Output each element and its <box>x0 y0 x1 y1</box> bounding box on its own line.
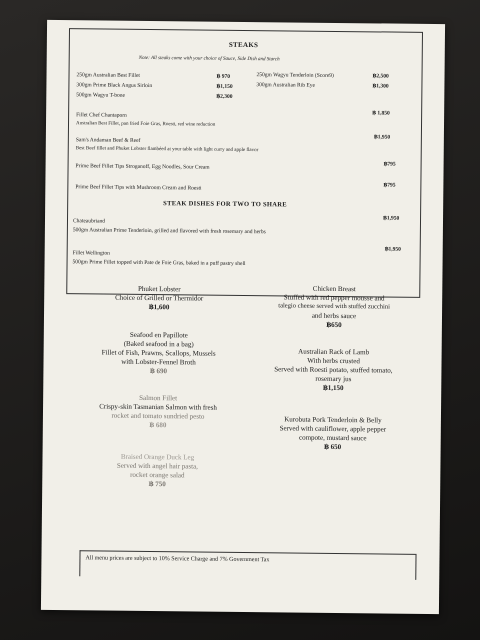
item-price: ฿ 650 <box>324 443 342 452</box>
item-desc: rosemary jus <box>315 375 352 384</box>
item-desc: and herbs sauce <box>311 311 357 320</box>
menu-item-papillote <box>63 330 253 377</box>
steak-price: ฿2,300 <box>216 93 233 100</box>
item-price: ฿ 680 <box>149 421 167 430</box>
menu-item-duck <box>62 452 252 490</box>
share-item-price: ฿1,950 <box>384 246 401 253</box>
share-item-name: Chateaubriand <box>72 218 106 225</box>
special-name: Sam's Andaman Beef & Reef <box>75 137 141 144</box>
item-desc: Served with Roesti potato, stuffed tomato, <box>274 365 393 375</box>
item-desc: compote, mustard sauce <box>298 433 367 443</box>
steak-item: 300gm Australian Rib Eye <box>256 82 315 89</box>
footer-divider <box>80 550 416 555</box>
share-title: STEAK DISHES FOR TWO TO SHARE <box>163 200 287 209</box>
item-subtitle: Choice of Grilled or Thermidor <box>115 293 204 303</box>
share-item-desc: 500gm Prime Fillet topped with Pate de Foie Gras, baked in a puff pastry shell <box>72 259 246 268</box>
special-price: ฿1,950 <box>373 134 391 141</box>
item-desc: With herbs crusted <box>307 356 360 366</box>
item-name: Seafood en Papillote <box>129 330 188 340</box>
special-price: ฿ 1,850 <box>372 110 390 117</box>
special-name: Prime Beef Fillet Tips with Mushroom Cream and Roesti <box>75 184 202 192</box>
item-desc: rocket orange salad <box>130 471 185 480</box>
share-item-desc: 500gm Australian Prime Tenderloin, grilled and flavored with fresh rosemary and herbs <box>72 227 266 236</box>
steak-price: ฿2,500 <box>372 73 389 80</box>
item-name: Chicken Breast <box>312 284 356 294</box>
menu-item-lobster <box>64 284 254 313</box>
menu-item-chicken <box>244 284 424 331</box>
item-desc: Fillet of Fish, Prawns, Scallops, Mussels <box>101 348 216 358</box>
item-desc: talegio cheese served with stuffed zucchini <box>278 302 390 311</box>
steak-item: 500gm Wagyu T-bone <box>76 92 125 99</box>
item-desc: Served with cauliflower, apple pepper <box>279 424 387 434</box>
footer-frame-left <box>79 550 80 576</box>
item-desc: Stuffed with red pepper mousse and <box>283 293 385 303</box>
share-item-price: ฿1,950 <box>383 215 400 222</box>
item-subtitle: (Baked seafood in a bag) <box>123 339 194 349</box>
item-price: ฿650 <box>326 320 342 329</box>
item-desc: Served with angel hair pasta, <box>116 461 199 471</box>
item-desc: with Lobster-Fennel Broth <box>121 358 196 367</box>
item-name: Braised Orange Duck Leg <box>120 452 195 462</box>
footer-note: All menu prices are subject to 10% Service Charge and 7% Government Tax <box>85 555 270 564</box>
share-item-name: Fillet Wellington <box>72 250 110 257</box>
item-name: Salmon Fillet <box>139 393 178 403</box>
menu-item-lamb <box>243 347 423 394</box>
steak-price: ฿1,150 <box>216 83 233 90</box>
menu-item-salmon <box>63 393 253 431</box>
special-price: ฿795 <box>383 161 396 168</box>
special-name: Fillet Chef Chantaporn <box>76 112 127 119</box>
item-price: ฿ 690 <box>149 367 168 376</box>
footer-frame-right <box>415 554 416 580</box>
steak-price: ฿ 970 <box>216 73 230 80</box>
item-name: Phuket Lobster <box>137 284 181 294</box>
special-name: Prime Beef Fillet Tips Stroganoff, Egg Noodles, Sour Cream <box>75 163 210 171</box>
item-price: ฿1,150 <box>322 384 344 393</box>
steak-item: 250gm Wagyu Tenderloin (Score9) <box>256 72 334 79</box>
steak-item: 300gm Prime Black Angus Sirloin <box>76 82 153 90</box>
steak-item: 250gm Australian Best Fillet <box>76 72 140 79</box>
item-name: Kurobuta Pork Tenderloin & Belly <box>284 415 382 425</box>
special-desc: Australian Best Fillet, pan fried Foie Gras, Roesti, red wine reduction <box>75 121 216 128</box>
steak-price: ฿1,300 <box>372 83 389 90</box>
menu-page <box>41 20 445 614</box>
item-price: ฿ 750 <box>148 480 166 489</box>
item-desc: rocket and tomato sundried pesto <box>111 411 205 421</box>
steaks-title: STEAKS <box>228 40 259 50</box>
item-price: ฿1,600 <box>148 303 170 312</box>
special-desc: Best Beef fillet and Phuket Lobster flambéed at your table with light curry and apple flavor <box>75 146 259 154</box>
item-desc: Crispy-skin Tasmanian Salmon with fresh <box>99 402 217 412</box>
menu-item-pork <box>243 415 423 453</box>
steaks-note: Note: All steaks come with your choice of Sauce, Side Dish and Starch <box>138 55 280 63</box>
item-name: Australian Rack of Lamb <box>298 347 370 357</box>
special-price: ฿795 <box>383 182 396 189</box>
